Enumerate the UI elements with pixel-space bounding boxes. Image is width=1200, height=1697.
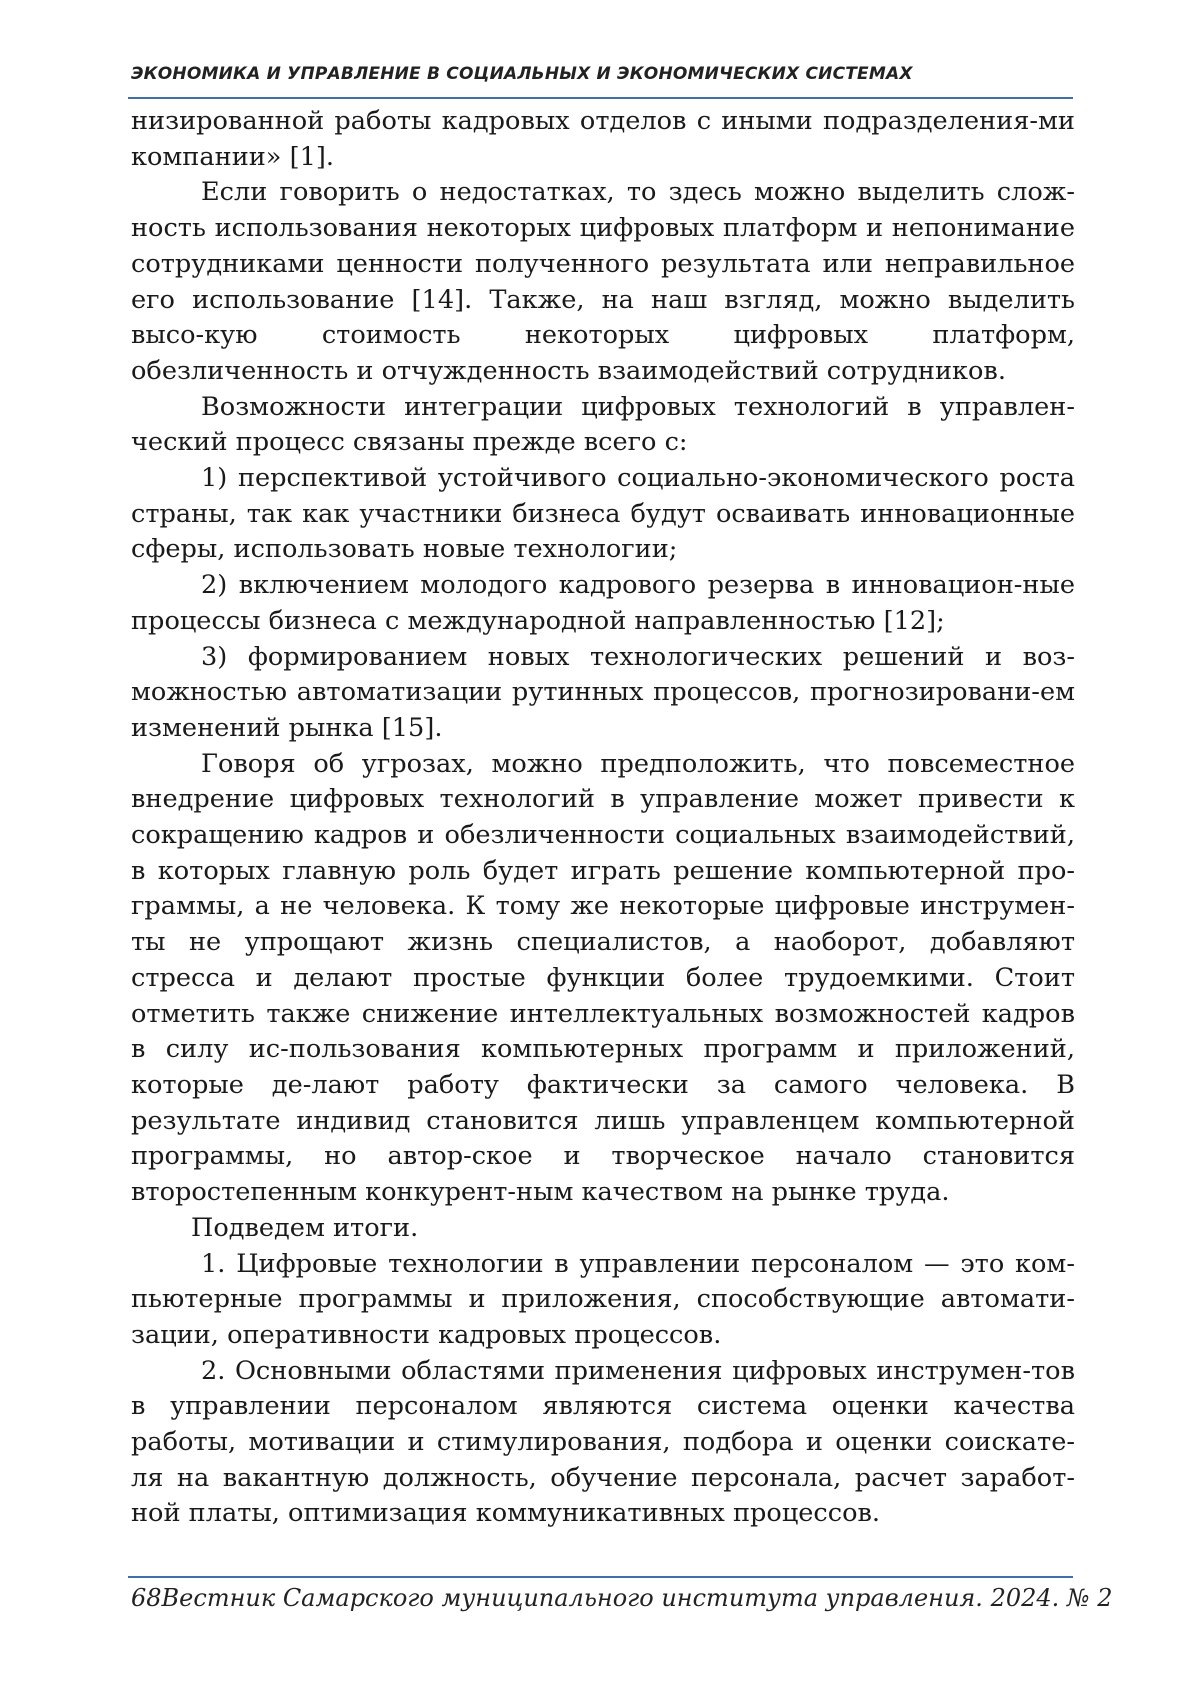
- list-item: 2) включением молодого кадрового резерва в инновацион-ные процессы бизнеса с международной направленностью [12];: [131, 570, 1075, 636]
- journal-citation: Вестник Самарского муниципального института управления. 2024. № 2: [161, 1584, 1113, 1612]
- paragraph: низированной работы кадровых отделов с иными подразделения-ми компании» [1].: [131, 106, 1075, 172]
- paragraph: Говоря об угрозах, можно предположить, что повсеместное внедрение цифровых технологий в управление может привести к сокращению кадров и обезличенности социальных взаимодействий, в которых главную роль будет играть решение компьютерной про-граммы, а не человека. К тому же некоторые цифровые инструмен-ты не упрощают жизнь специалистов, а наоборот, добавляют стресса и делают простые функции более трудоемкими. Стоит отметить также снижение интеллектуальных возможностей кадров в силу ис-пользования компьютерных программ и приложений, которые де-лают работу фактически за самого человека. В результате индивид становится лишь управленцем компьютерной программы, но автор-ское и творческое начало становится второстепенным конкурент-ным качеством на рынке труда.: [131, 748, 1075, 1208]
- list-item: 3) формированием новых технологических решений и воз-можностью автоматизации рутинных процессов, прогнозировани-ем изменений рынка [15].: [131, 641, 1075, 743]
- list-item: 1. Цифровые технологии в управлении персоналом — это ком-пьютерные программы и приложения, способствующие автомати-зации, оперативности кадровых процессов.: [131, 1248, 1075, 1350]
- paragraph: Возможности интеграции цифровых технологий в управлен-ческий процесс связаны прежде всего с:: [131, 391, 1075, 458]
- list-item: 1) перспективой устойчивого социально-экономического роста страны, так как участники бизнеса будут осваивать инновационные сферы, использовать новые технологии;: [131, 463, 1075, 565]
- header-rule: [128, 97, 1073, 99]
- running-title: ЭКОНОМИКА И УПРАВЛЕНИЕ В СОЦИАЛЬНЫХ И ЭКОНОМИЧЕСКИХ СИСТЕМАХ: [131, 64, 913, 84]
- paragraph: Подведем итоги.: [191, 1212, 419, 1243]
- article-body: [131, 104, 1075, 1532]
- list-item: 2. Основными областями применения цифровых инструмен-тов в управлении персоналом являются система оценки качества работы, мотивации и стимулирования, подбора и оценки соискате-ля на вакантную должность, обучение персонала, расчет заработ-ной платы, оптимизация коммуникативных процессов.: [131, 1355, 1075, 1529]
- footer-rule: [128, 1576, 1073, 1578]
- page-number: 68: [131, 1584, 162, 1612]
- paragraph: Если говорить о недостатках, то здесь можно выделить слож-ность использования некоторых цифровых платформ и непонимание сотрудниками ценности полученного результата или неправильное его использование [14]. Также, на наш взгляд, можно выделить высо-кую стоимость некоторых цифровых платформ, обезличенность и отчужденность взаимодействий сотрудников.: [131, 177, 1075, 386]
- page-footer: [131, 1584, 1113, 1612]
